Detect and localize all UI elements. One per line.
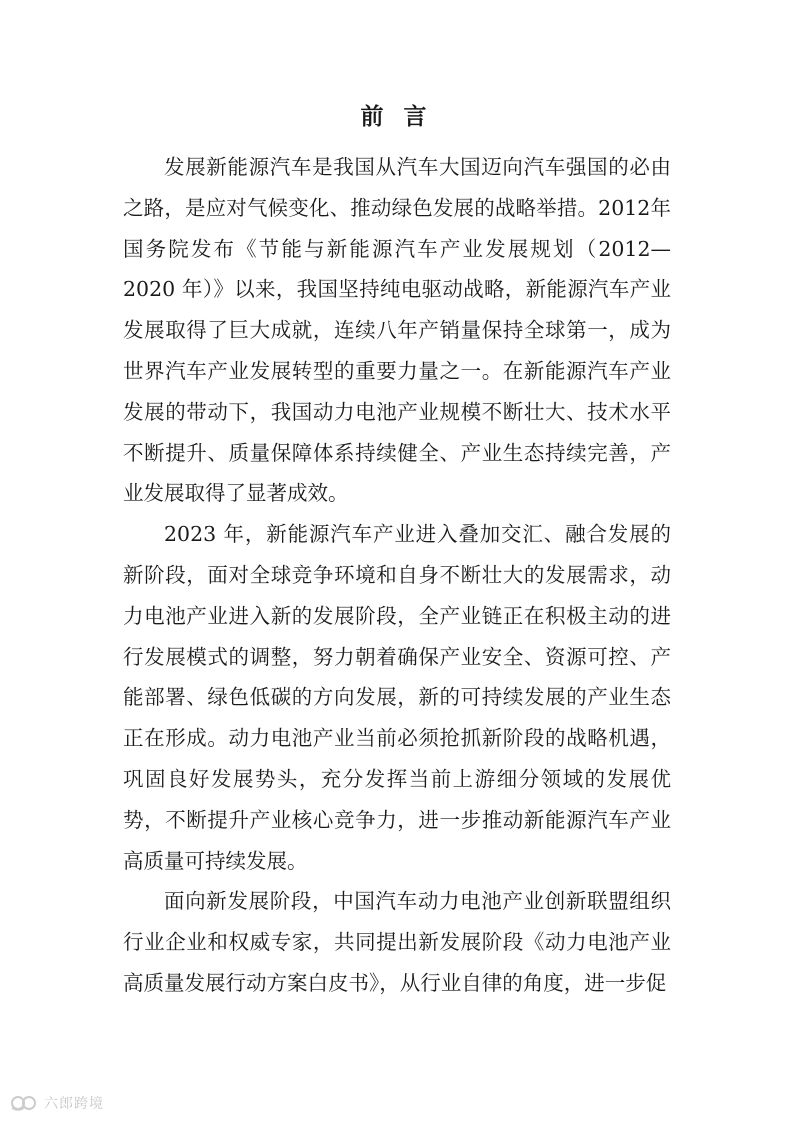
watermark	[10, 1090, 104, 1116]
watermark-text: 六郎跨境	[44, 1096, 104, 1112]
document-body	[123, 147, 671, 1004]
page-title: 前 言	[360, 103, 433, 130]
paragraph-1: 发展新能源汽车是我国从汽车大国迈向汽车强国的必由之路，是应对气候变化、推动绿色发展的战略举措。2012年国务院发布《节能与新能源汽车产业发展规划（2012—2020 年）》以来，我国坚持纯电驱动战略，新能源汽车产业发展取得了巨大成就，连续八年产销量保持全球第一，成为世界汽车产业发展转型的重要力量之一。在新能源汽车产业发展的带动下，我国动力电池产业规模不断壮大、技术水平不断提升、质量保障体系持续健全、产业生态持续完善，产业发展取得了显著成效。	[123, 155, 671, 506]
paragraph-2: 2023 年，新能源汽车产业进入叠加交汇、融合发展的新阶段，面对全球竞争环境和自身不断壮大的发展需求，动力电池产业进入新的发展阶段，全产业链正在积极主动的进行发展模式的调整，努力朝着确保产业安全、资源可控、产能部署、绿色低碳的方向发展，新的可持续发展的产业生态正在形成。动力电池产业当前必须抢抓新阶段的战略机遇，巩固良好发展势头，充分发挥当前上游细分领域的发展优势，不断提升产业核心竞争力，进一步推动新能源汽车产业高质量可持续发展。	[123, 522, 671, 873]
paragraph-3: 面向新发展阶段，中国汽车动力电池产业创新联盟组织行业企业和权威专家，共同提出新发展阶段《动力电池产业高质量发展行动方案白皮书》，从行业自律的角度，进一步促	[123, 889, 671, 995]
watermark-logo-icon	[10, 1093, 40, 1113]
